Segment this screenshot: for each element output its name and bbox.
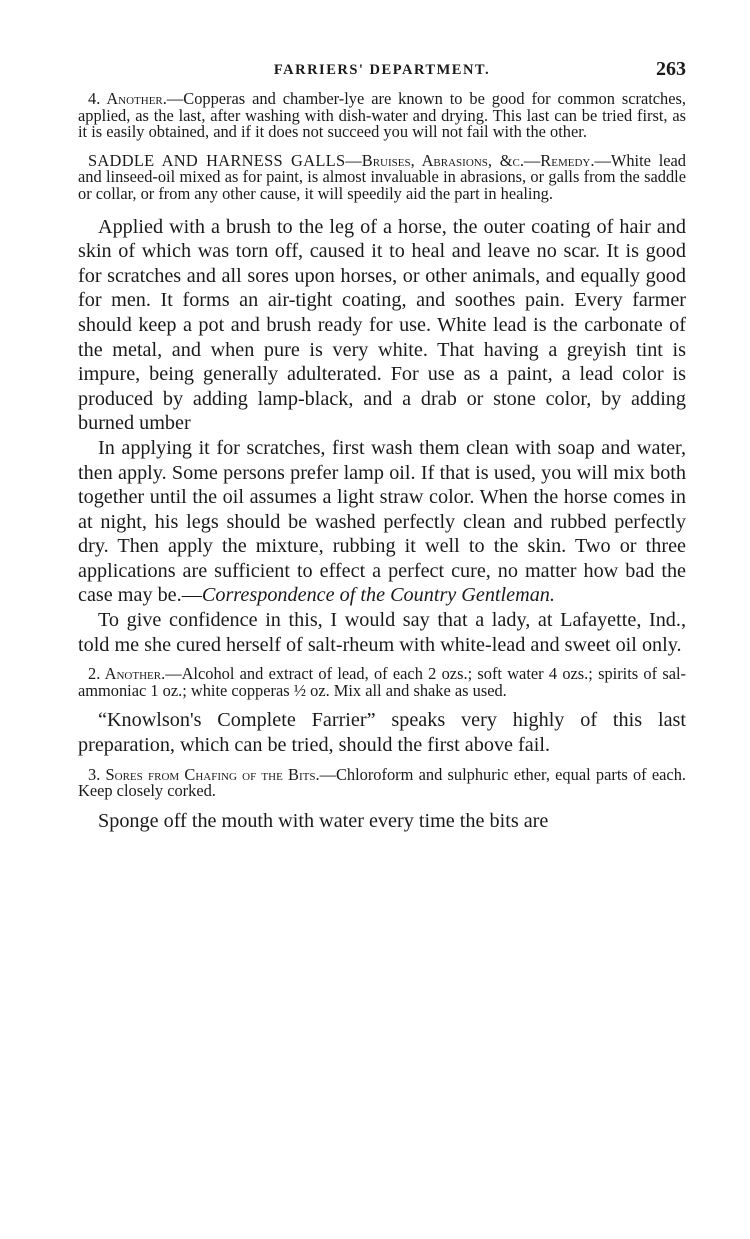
paragraph-applied-with-brush: Applied with a brush to the leg of a horse, the outer coating of hair and skin of which was torn off, caused it to heal and leave no scar. It is good for scratches and all sores upon horses, or other animals, and equally good for men. It forms an air-tight coating, and soothes pain. Every farmer should keep a pot and brush ready for use. White lead is the carbonate of the metal, and when pure is very white. That having a greyish tint is impure, being generally adulterated. For use as a paint, a lead color is produced by adding lamp-black, and a drab or stone color, by adding burned umber <box>78 215 686 435</box>
paragraph-confidence: To give confidence in this, I would say that a lady, at Lafayette, Ind., told me she cured herself of salt-rheum with white-lead and sweet oil only. <box>78 609 686 656</box>
paragraph-lead: 3. Sores from Chafing of the Bits. <box>88 764 320 784</box>
source-citation: Correspondence of the Country Gentleman. <box>201 584 555 607</box>
paragraph-another-2 <box>78 666 686 699</box>
paragraph-text: —Copperas and chamber-lye are known to be good for common scratches, applied, as the last, after washing with dish-water and drying. This last can be tried first, as it is easily obtained, and if it does not succeed you will not fail with the other. <box>78 89 687 142</box>
paragraph-another-4 <box>78 91 686 141</box>
section-heading: SADDLE AND HARNESS GALLS <box>88 150 346 170</box>
page <box>78 48 686 833</box>
paragraph-lead: 2. Another. <box>88 664 166 684</box>
paragraph-lead: 4. Another. <box>88 89 167 108</box>
paragraph-knowlson: “Knowlson's Complete Farrier” speaks very highly of this last preparation, which can be tried, should the first above fail. <box>78 709 686 757</box>
section-subheading: —Bruises, Abrasions, &c.—Remedy. <box>345 150 595 170</box>
paragraph-sores-from-chafing <box>78 764 686 801</box>
running-title: FARRIERS' DEPARTMENT. <box>273 62 491 78</box>
page-number: 263 <box>656 58 686 80</box>
running-header <box>78 48 686 82</box>
paragraph-sponge-off: Sponge off the mouth with water every time the bits are <box>98 809 549 832</box>
paragraph-text: —Alcohol and extract of lead, of each 2 ozs.; soft water 4 ozs.; spirits of sal-ammoniac 1 oz.; white copperas ½ oz. Mix all and shake as used. <box>78 664 686 700</box>
paragraph-saddle-galls <box>78 150 686 203</box>
paragraph-text: —Chloroform and sulphuric ether, equal parts of each. Keep closely corked. <box>78 764 686 801</box>
paragraph-text: In applying it for scratches, first wash them clean with soap and water, then apply. Some persons prefer lamp oil. If that is used, you will mix both together until the oil assumes a light straw color. When the horse comes in at night, his legs should be washed perfectly clean and rubbed perfectly dry. Then apply the mixture, rubbing it well to the skin. Two or three applications are sufficient to effect a perfect cure, no matter how bad the case may be.— <box>78 436 686 607</box>
paragraph-applying-for-scratches <box>78 436 686 608</box>
paragraph-text: —White lead and linseed-oil mixed as for paint, is almost invaluable in abrasions, or galls from the saddle or collar, or from any other cause, it will speedily aid the part in healing. <box>78 150 686 203</box>
